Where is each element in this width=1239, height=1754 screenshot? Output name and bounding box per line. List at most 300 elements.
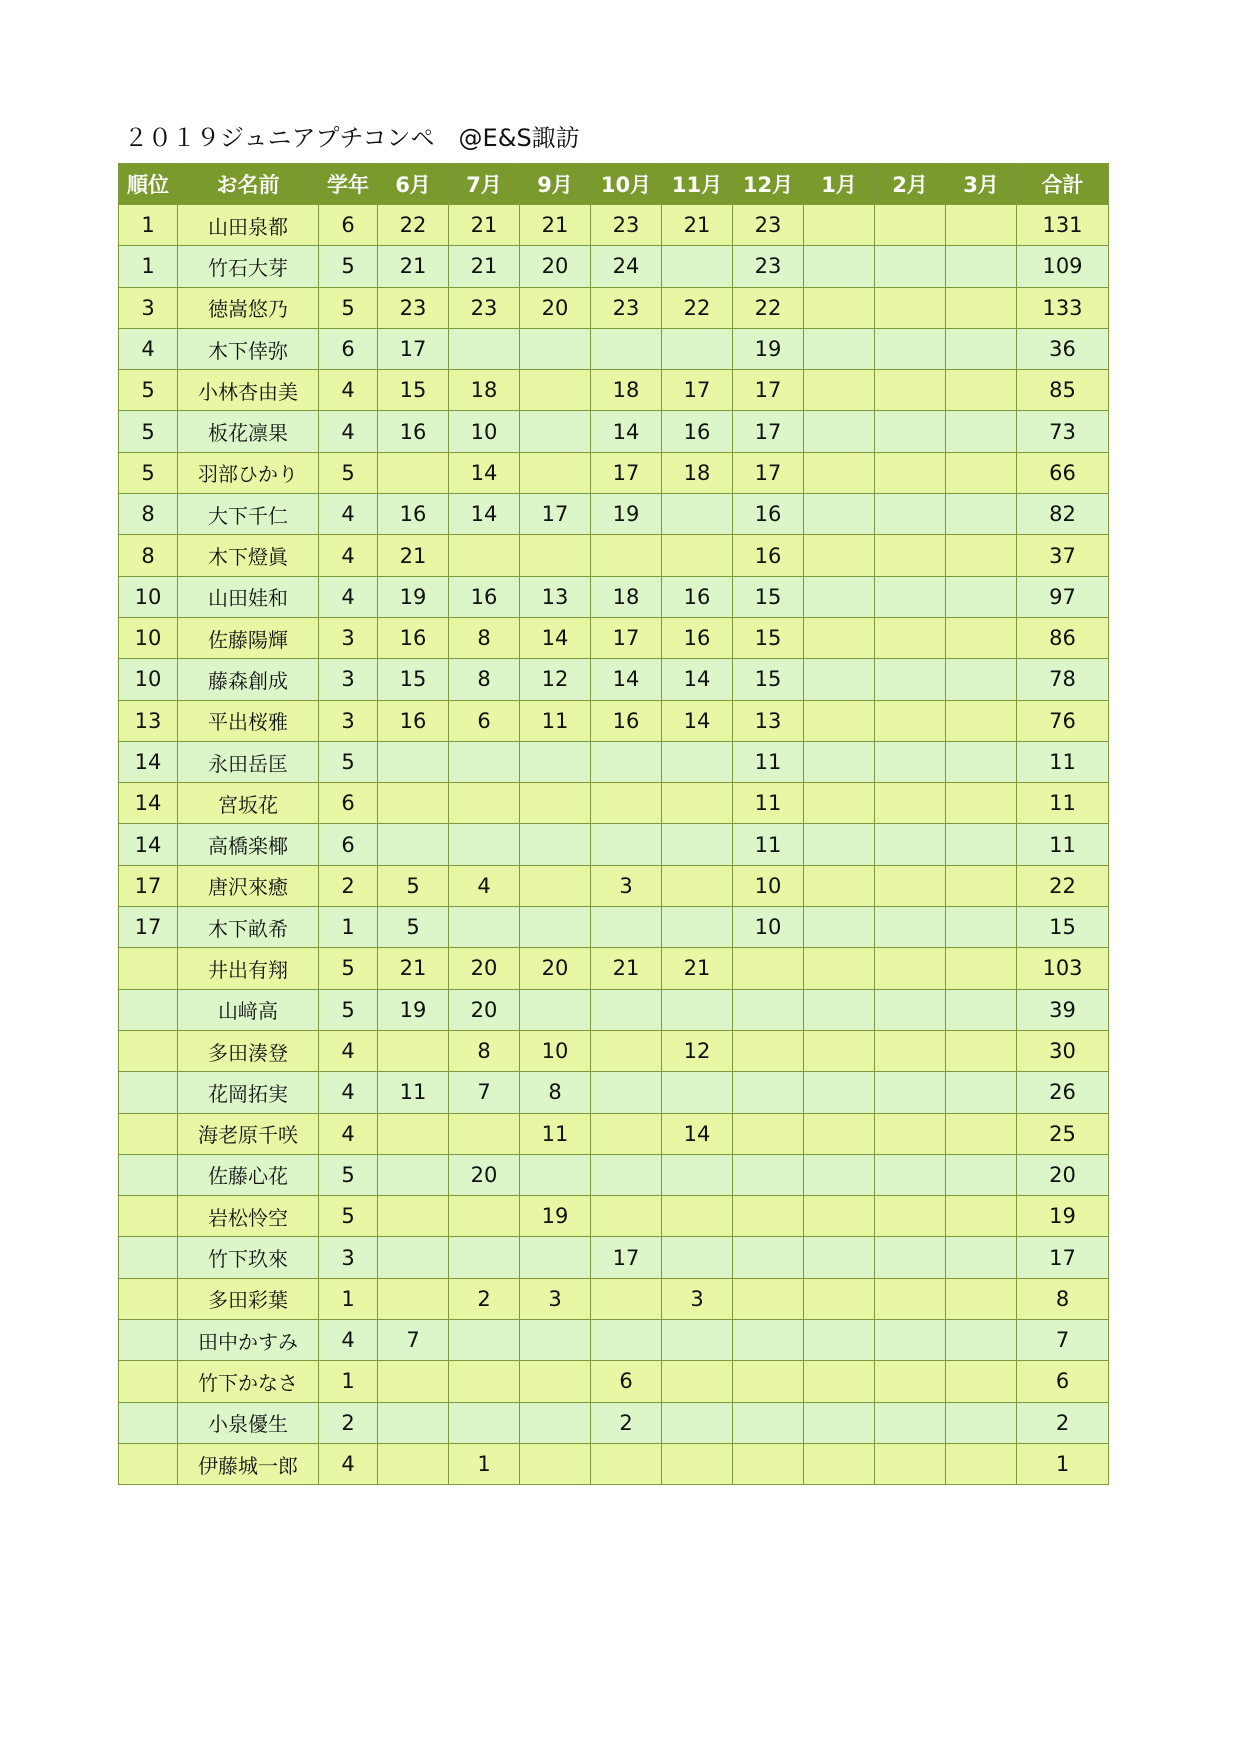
total-cell: 8 [1017, 1278, 1109, 1319]
jan-cell [804, 1072, 875, 1113]
dec-cell [733, 1443, 804, 1484]
jul-cell: 2 [449, 1278, 520, 1319]
sep-cell: 19 [520, 1196, 591, 1237]
jul-cell: 4 [449, 865, 520, 906]
total-cell: 66 [1017, 452, 1109, 493]
nov-cell [662, 741, 733, 782]
jan-cell [804, 328, 875, 369]
rank-cell: 5 [119, 452, 178, 493]
jan-cell [804, 287, 875, 328]
column-header-rank: 順位 [119, 164, 178, 205]
grade-cell: 5 [319, 287, 378, 328]
grade-cell: 4 [319, 1320, 378, 1361]
feb-cell [875, 865, 946, 906]
jul-cell: 8 [449, 617, 520, 658]
grade-cell: 4 [319, 1072, 378, 1113]
name-cell: 永田岳匡 [178, 741, 319, 782]
mar-cell [946, 1154, 1017, 1195]
oct-cell: 6 [591, 1361, 662, 1402]
name-cell: 竹石大芽 [178, 246, 319, 287]
rank-cell [119, 1030, 178, 1071]
nov-cell: 16 [662, 617, 733, 658]
jun-cell: 15 [378, 659, 449, 700]
sep-cell: 8 [520, 1072, 591, 1113]
name-cell: 山田泉都 [178, 205, 319, 246]
oct-cell [591, 907, 662, 948]
table-row [119, 1320, 1109, 1361]
column-header-total: 合計 [1017, 164, 1109, 205]
jul-cell: 1 [449, 1443, 520, 1484]
oct-cell: 23 [591, 205, 662, 246]
nov-cell [662, 1402, 733, 1443]
mar-cell [946, 1237, 1017, 1278]
rank-cell: 5 [119, 370, 178, 411]
name-cell: 竹下かなさ [178, 1361, 319, 1402]
jul-cell: 21 [449, 205, 520, 246]
total-cell: 97 [1017, 576, 1109, 617]
total-cell: 86 [1017, 617, 1109, 658]
jul-cell [449, 783, 520, 824]
jan-cell [804, 1361, 875, 1402]
mar-cell [946, 1113, 1017, 1154]
rank-cell: 4 [119, 328, 178, 369]
dec-cell: 23 [733, 246, 804, 287]
rank-cell [119, 1154, 178, 1195]
oct-cell [591, 1072, 662, 1113]
grade-cell: 3 [319, 659, 378, 700]
grade-cell: 5 [319, 948, 378, 989]
jul-cell [449, 1320, 520, 1361]
rank-cell [119, 1278, 178, 1319]
oct-cell: 2 [591, 1402, 662, 1443]
jul-cell [449, 1237, 520, 1278]
column-header-mar: 3月 [946, 164, 1017, 205]
mar-cell [946, 989, 1017, 1030]
jan-cell [804, 989, 875, 1030]
jul-cell: 14 [449, 452, 520, 493]
name-cell: 木下倖弥 [178, 328, 319, 369]
rank-cell: 1 [119, 246, 178, 287]
total-cell: 73 [1017, 411, 1109, 452]
sep-cell [520, 370, 591, 411]
table-row [119, 452, 1109, 493]
feb-cell [875, 659, 946, 700]
total-cell: 11 [1017, 824, 1109, 865]
column-header-jul: 7月 [449, 164, 520, 205]
name-cell: 羽部ひかり [178, 452, 319, 493]
dec-cell: 10 [733, 907, 804, 948]
document-title: ２０１９ジュニアプチコンペ @E&S諏訪 [124, 124, 580, 152]
name-cell: 岩松怜空 [178, 1196, 319, 1237]
mar-cell [946, 535, 1017, 576]
dec-cell [733, 1237, 804, 1278]
rank-cell: 3 [119, 287, 178, 328]
jul-cell: 21 [449, 246, 520, 287]
rank-cell: 1 [119, 205, 178, 246]
dec-cell [733, 1154, 804, 1195]
sep-cell: 3 [520, 1278, 591, 1319]
rank-cell: 14 [119, 824, 178, 865]
grade-cell: 4 [319, 535, 378, 576]
table-row [119, 1030, 1109, 1071]
oct-cell: 17 [591, 617, 662, 658]
sep-cell: 20 [520, 948, 591, 989]
table-row [119, 1072, 1109, 1113]
oct-cell [591, 1320, 662, 1361]
nov-cell [662, 1196, 733, 1237]
rank-cell: 10 [119, 617, 178, 658]
jan-cell [804, 1030, 875, 1071]
jan-cell [804, 865, 875, 906]
jan-cell [804, 741, 875, 782]
grade-cell: 4 [319, 494, 378, 535]
jul-cell: 14 [449, 494, 520, 535]
grade-cell: 1 [319, 1361, 378, 1402]
table-row [119, 617, 1109, 658]
nov-cell: 14 [662, 1113, 733, 1154]
table-row [119, 1361, 1109, 1402]
rank-cell [119, 989, 178, 1030]
jan-cell [804, 659, 875, 700]
rank-cell: 13 [119, 700, 178, 741]
rank-cell: 8 [119, 494, 178, 535]
nov-cell: 18 [662, 452, 733, 493]
grade-cell: 6 [319, 783, 378, 824]
jun-cell [378, 1196, 449, 1237]
nov-cell: 16 [662, 411, 733, 452]
jan-cell [804, 948, 875, 989]
feb-cell [875, 989, 946, 1030]
jan-cell [804, 783, 875, 824]
grade-cell: 4 [319, 1030, 378, 1071]
nov-cell [662, 907, 733, 948]
name-cell: 田中かすみ [178, 1320, 319, 1361]
jan-cell [804, 535, 875, 576]
sep-cell: 20 [520, 246, 591, 287]
jun-cell: 23 [378, 287, 449, 328]
jan-cell [804, 824, 875, 865]
table-row [119, 287, 1109, 328]
mar-cell [946, 494, 1017, 535]
grade-cell: 5 [319, 1154, 378, 1195]
nov-cell: 22 [662, 287, 733, 328]
name-cell: 多田彩葉 [178, 1278, 319, 1319]
grade-cell: 4 [319, 370, 378, 411]
jul-cell [449, 535, 520, 576]
nov-cell [662, 783, 733, 824]
jun-cell: 19 [378, 989, 449, 1030]
oct-cell [591, 1030, 662, 1071]
oct-cell: 14 [591, 411, 662, 452]
nov-cell: 21 [662, 205, 733, 246]
table-row [119, 659, 1109, 700]
jan-cell [804, 1320, 875, 1361]
sep-cell [520, 452, 591, 493]
table-row [119, 370, 1109, 411]
grade-cell: 4 [319, 411, 378, 452]
dec-cell [733, 1320, 804, 1361]
sep-cell [520, 865, 591, 906]
rank-cell: 14 [119, 783, 178, 824]
oct-cell [591, 328, 662, 369]
sep-cell [520, 1361, 591, 1402]
column-header-grade: 学年 [319, 164, 378, 205]
nov-cell [662, 989, 733, 1030]
sep-cell: 21 [520, 205, 591, 246]
total-cell: 26 [1017, 1072, 1109, 1113]
jun-cell: 19 [378, 576, 449, 617]
mar-cell [946, 328, 1017, 369]
mar-cell [946, 783, 1017, 824]
grade-cell: 4 [319, 576, 378, 617]
jan-cell [804, 1443, 875, 1484]
jun-cell: 16 [378, 411, 449, 452]
nov-cell [662, 494, 733, 535]
sep-cell [520, 1402, 591, 1443]
total-cell: 37 [1017, 535, 1109, 576]
mar-cell [946, 907, 1017, 948]
jun-cell [378, 1237, 449, 1278]
total-cell: 131 [1017, 205, 1109, 246]
feb-cell [875, 1154, 946, 1195]
jul-cell: 20 [449, 1154, 520, 1195]
grade-cell: 4 [319, 1113, 378, 1154]
dec-cell: 15 [733, 659, 804, 700]
oct-cell: 17 [591, 452, 662, 493]
dec-cell: 11 [733, 824, 804, 865]
grade-cell: 5 [319, 741, 378, 782]
nov-cell: 3 [662, 1278, 733, 1319]
rank-cell: 8 [119, 535, 178, 576]
rank-cell [119, 1196, 178, 1237]
grade-cell: 5 [319, 246, 378, 287]
grade-cell: 6 [319, 205, 378, 246]
jan-cell [804, 1154, 875, 1195]
oct-cell: 16 [591, 700, 662, 741]
nov-cell [662, 246, 733, 287]
rank-cell [119, 1361, 178, 1402]
total-cell: 82 [1017, 494, 1109, 535]
total-cell: 15 [1017, 907, 1109, 948]
total-cell: 36 [1017, 328, 1109, 369]
jun-cell: 22 [378, 205, 449, 246]
nov-cell [662, 1361, 733, 1402]
sep-cell: 10 [520, 1030, 591, 1071]
oct-cell [591, 824, 662, 865]
column-header-jan: 1月 [804, 164, 875, 205]
name-cell: 山田娃和 [178, 576, 319, 617]
nov-cell [662, 865, 733, 906]
jan-cell [804, 370, 875, 411]
grade-cell: 5 [319, 1196, 378, 1237]
nov-cell [662, 1237, 733, 1278]
oct-cell: 21 [591, 948, 662, 989]
name-cell: 竹下玖來 [178, 1237, 319, 1278]
jul-cell: 8 [449, 1030, 520, 1071]
oct-cell [591, 1154, 662, 1195]
jul-cell: 23 [449, 287, 520, 328]
feb-cell [875, 452, 946, 493]
jun-cell [378, 741, 449, 782]
mar-cell [946, 1072, 1017, 1113]
total-cell: 133 [1017, 287, 1109, 328]
dec-cell: 16 [733, 535, 804, 576]
name-cell: 宮坂花 [178, 783, 319, 824]
nov-cell: 17 [662, 370, 733, 411]
jun-cell [378, 1113, 449, 1154]
table-row [119, 494, 1109, 535]
jun-cell [378, 1278, 449, 1319]
mar-cell [946, 1443, 1017, 1484]
score-table [118, 163, 1109, 1485]
feb-cell [875, 824, 946, 865]
jan-cell [804, 1196, 875, 1237]
feb-cell [875, 907, 946, 948]
dec-cell: 10 [733, 865, 804, 906]
oct-cell [591, 1113, 662, 1154]
feb-cell [875, 535, 946, 576]
sep-cell [520, 1320, 591, 1361]
mar-cell [946, 452, 1017, 493]
nov-cell: 16 [662, 576, 733, 617]
mar-cell [946, 1030, 1017, 1071]
column-header-dec: 12月 [733, 164, 804, 205]
sep-cell: 17 [520, 494, 591, 535]
name-cell: 井出有翔 [178, 948, 319, 989]
mar-cell [946, 865, 1017, 906]
jan-cell [804, 1402, 875, 1443]
total-cell: 7 [1017, 1320, 1109, 1361]
column-header-oct: 10月 [591, 164, 662, 205]
jun-cell [378, 1154, 449, 1195]
dec-cell: 23 [733, 205, 804, 246]
sep-cell: 14 [520, 617, 591, 658]
rank-cell [119, 1402, 178, 1443]
table-row [119, 1402, 1109, 1443]
table-row [119, 948, 1109, 989]
feb-cell [875, 1030, 946, 1071]
jun-cell: 21 [378, 246, 449, 287]
table-row [119, 576, 1109, 617]
table-row [119, 783, 1109, 824]
table-row [119, 1154, 1109, 1195]
dec-cell [733, 1361, 804, 1402]
dec-cell [733, 1402, 804, 1443]
feb-cell [875, 783, 946, 824]
sep-cell [520, 989, 591, 1030]
dec-cell [733, 989, 804, 1030]
table-row [119, 865, 1109, 906]
dec-cell [733, 948, 804, 989]
sep-cell [520, 1237, 591, 1278]
jan-cell [804, 576, 875, 617]
sep-cell [520, 907, 591, 948]
sep-cell [520, 783, 591, 824]
total-cell: 20 [1017, 1154, 1109, 1195]
grade-cell: 3 [319, 617, 378, 658]
jan-cell [804, 494, 875, 535]
mar-cell [946, 1320, 1017, 1361]
sep-cell [520, 1154, 591, 1195]
name-cell: 多田湊登 [178, 1030, 319, 1071]
sep-cell [520, 328, 591, 369]
oct-cell: 14 [591, 659, 662, 700]
jul-cell: 18 [449, 370, 520, 411]
name-cell: 花岡拓実 [178, 1072, 319, 1113]
table-row [119, 1237, 1109, 1278]
nov-cell [662, 328, 733, 369]
table-row [119, 411, 1109, 452]
total-cell: 22 [1017, 865, 1109, 906]
oct-cell [591, 783, 662, 824]
grade-cell: 5 [319, 989, 378, 1030]
jul-cell [449, 1361, 520, 1402]
jun-cell [378, 1030, 449, 1071]
total-cell: 39 [1017, 989, 1109, 1030]
total-cell: 30 [1017, 1030, 1109, 1071]
oct-cell: 24 [591, 246, 662, 287]
name-cell: 小林杏由美 [178, 370, 319, 411]
jun-cell [378, 824, 449, 865]
jun-cell: 17 [378, 328, 449, 369]
grade-cell: 1 [319, 1278, 378, 1319]
dec-cell: 16 [733, 494, 804, 535]
jan-cell [804, 617, 875, 658]
dec-cell: 11 [733, 741, 804, 782]
mar-cell [946, 948, 1017, 989]
nov-cell: 21 [662, 948, 733, 989]
dec-cell: 17 [733, 411, 804, 452]
jun-cell: 15 [378, 370, 449, 411]
jun-cell: 7 [378, 1320, 449, 1361]
sep-cell: 20 [520, 287, 591, 328]
table-row [119, 246, 1109, 287]
dec-cell: 15 [733, 617, 804, 658]
name-cell: 小泉優生 [178, 1402, 319, 1443]
grade-cell: 1 [319, 907, 378, 948]
nov-cell [662, 1320, 733, 1361]
feb-cell [875, 576, 946, 617]
jun-cell: 21 [378, 948, 449, 989]
name-cell: 高橋楽椰 [178, 824, 319, 865]
oct-cell [591, 741, 662, 782]
feb-cell [875, 1443, 946, 1484]
rank-cell [119, 1113, 178, 1154]
sep-cell: 13 [520, 576, 591, 617]
sep-cell: 11 [520, 1113, 591, 1154]
oct-cell: 18 [591, 576, 662, 617]
total-cell: 6 [1017, 1361, 1109, 1402]
jul-cell [449, 1196, 520, 1237]
total-cell: 76 [1017, 700, 1109, 741]
jan-cell [804, 1278, 875, 1319]
mar-cell [946, 617, 1017, 658]
total-cell: 2 [1017, 1402, 1109, 1443]
total-cell: 1 [1017, 1443, 1109, 1484]
jun-cell [378, 1402, 449, 1443]
feb-cell [875, 1402, 946, 1443]
total-cell: 78 [1017, 659, 1109, 700]
dec-cell: 17 [733, 370, 804, 411]
rank-cell: 14 [119, 741, 178, 782]
nov-cell: 14 [662, 659, 733, 700]
jul-cell [449, 907, 520, 948]
total-cell: 25 [1017, 1113, 1109, 1154]
name-cell: 佐藤心花 [178, 1154, 319, 1195]
nov-cell [662, 1154, 733, 1195]
name-cell: 山﨑高 [178, 989, 319, 1030]
mar-cell [946, 1361, 1017, 1402]
